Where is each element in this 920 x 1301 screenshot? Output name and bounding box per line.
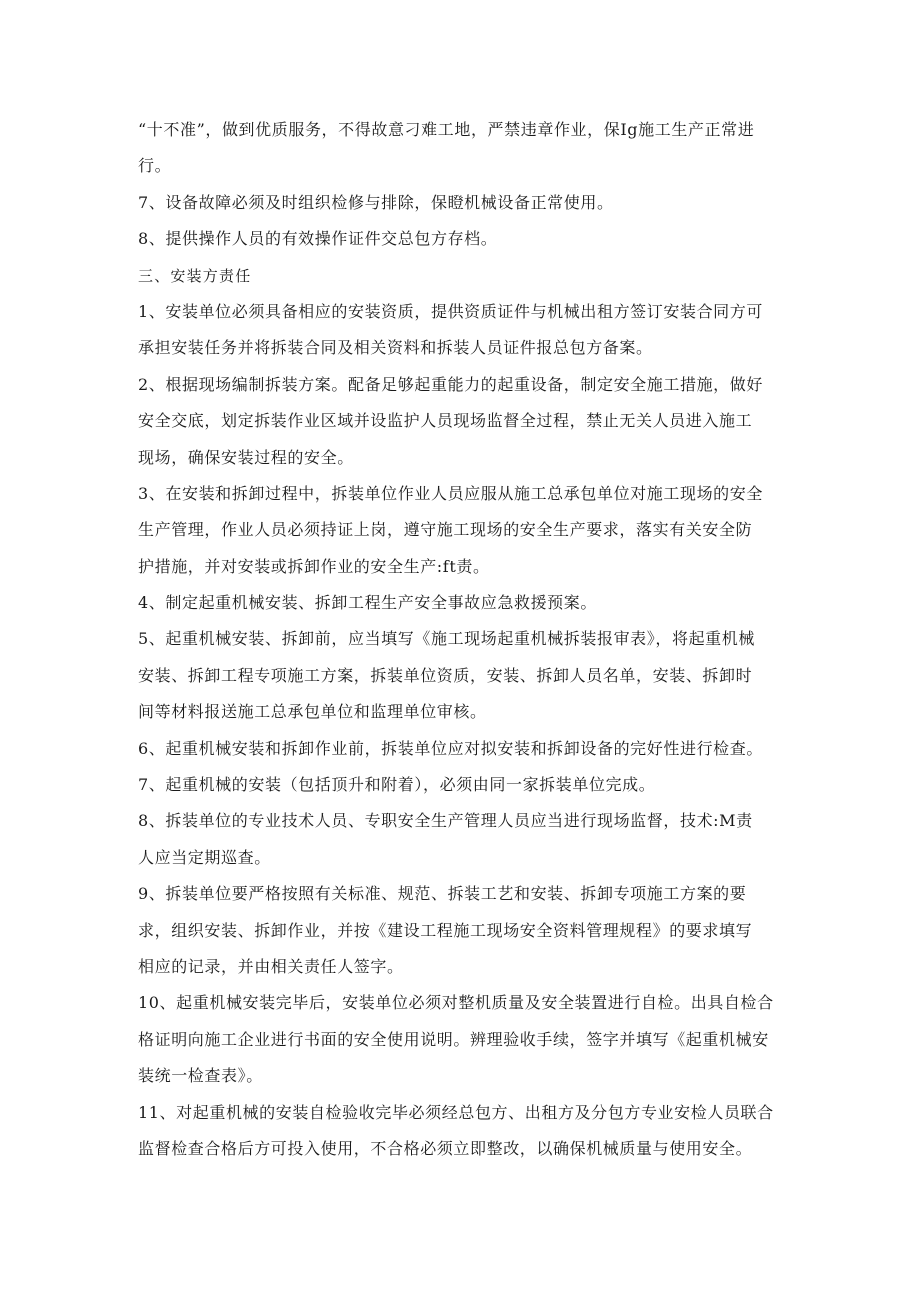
text-line: 格证明向施工企业进行书面的安全使用说明。辨理验收手续，签字并填写《起重机械安 xyxy=(138,1029,769,1049)
text-line: 护措施，并对安装或拆卸作业的安全生产:ft责。 xyxy=(138,556,490,576)
text-line: “十不准”，做到优质服务，不得故意刁难工地，严禁违章作业，保Ig施工生产正常进 xyxy=(138,120,755,139)
text-line: 9、拆装单位要严格按照有关标准、规范、拆装工艺和安装、拆卸专项施工方案的要 xyxy=(138,884,747,904)
text-line: 8、提供操作人员的有效操作证件交总包方存档。 xyxy=(138,229,498,249)
text-line: 求，组织安装、拆卸作业，并按《建设工程施工现场安全资料管理规程》的要求填写 xyxy=(138,920,753,940)
text-line: 7、起重机械的安装（包括顶升和附着），必须由同一家拆装单位完成。 xyxy=(138,775,656,795)
text-line: 人应当定期巡查。 xyxy=(138,847,271,867)
text-line: 安全交底，划定拆装作业区域并设监护人员现场监督全过程，禁止无关人员进入施工 xyxy=(138,411,753,431)
text-line: 2、根据现场编制拆装方案。配备足够起重能力的起重设备，制定安全施工措施，做好 xyxy=(138,374,763,394)
text-line: 1、安装单位必须具备相应的安装资质，提供资质证件与机械出租方签订安装合同方可 xyxy=(138,301,763,321)
text-line: 承担安装任务并将拆装合同及相关资料和拆装人员证件报总包方备案。 xyxy=(138,338,653,358)
text-line: 现场，确保安装过程的安全。 xyxy=(138,447,354,467)
text-line: 监督检查合格后方可投入使用，不合格必须立即整改，以确保机械质量与使用安全。 xyxy=(138,1138,753,1158)
text-line: 11、对起重机械的安装自检验收完毕必须经总包方、出租方及分包方专业安检人员联合 xyxy=(138,1102,774,1122)
section-heading: 三、安装方责任 xyxy=(138,266,252,285)
text-line: 5、起重机械安装、拆卸前，应当填写《施工现场起重机械拆装报审表》，将起重机械 xyxy=(138,629,755,649)
document-body xyxy=(138,112,788,1167)
text-line: 生产管理，作业人员必须持证上岗，遵守施工现场的安全生产要求，落实有关安全防 xyxy=(138,520,753,540)
text-line: 10、起重机械安装完毕后，安装单位必须对整机质量及安全装置进行自检。出具自检合 xyxy=(138,993,774,1013)
text-line: 7、设备故障必须及时组织检修与排除，保瞪机械设备正常使用。 xyxy=(138,192,614,212)
text-line: 8、拆装单位的专业技术人员、专职安全生产管理人员应当进行现场监督，技术:M责 xyxy=(138,811,753,831)
text-line: 装统一检查表》。 xyxy=(138,1066,263,1086)
text-line: 行。 xyxy=(138,156,172,176)
text-line: 间等材料报送施工总承包单位和监理单位审核。 xyxy=(138,702,487,722)
text-line: 6、起重机械安装和拆卸作业前，拆装单位应对拟安装和拆卸设备的完好性进行检查。 xyxy=(138,738,763,758)
text-line: 安装、拆卸工程专项施工方案，拆装单位资质，安装、拆卸人员名单，安装、拆卸时 xyxy=(138,665,753,685)
text-line: 4、制定起重机械安装、拆卸工程生产安全事故应急救援预案。 xyxy=(138,593,597,613)
text-line: 相应的记录，并由相关责任人签字。 xyxy=(138,956,404,976)
text-line: 3、在安装和拆卸过程中，拆装单位作业人员应服从施工总承包单位对施工现场的安全 xyxy=(138,483,763,503)
